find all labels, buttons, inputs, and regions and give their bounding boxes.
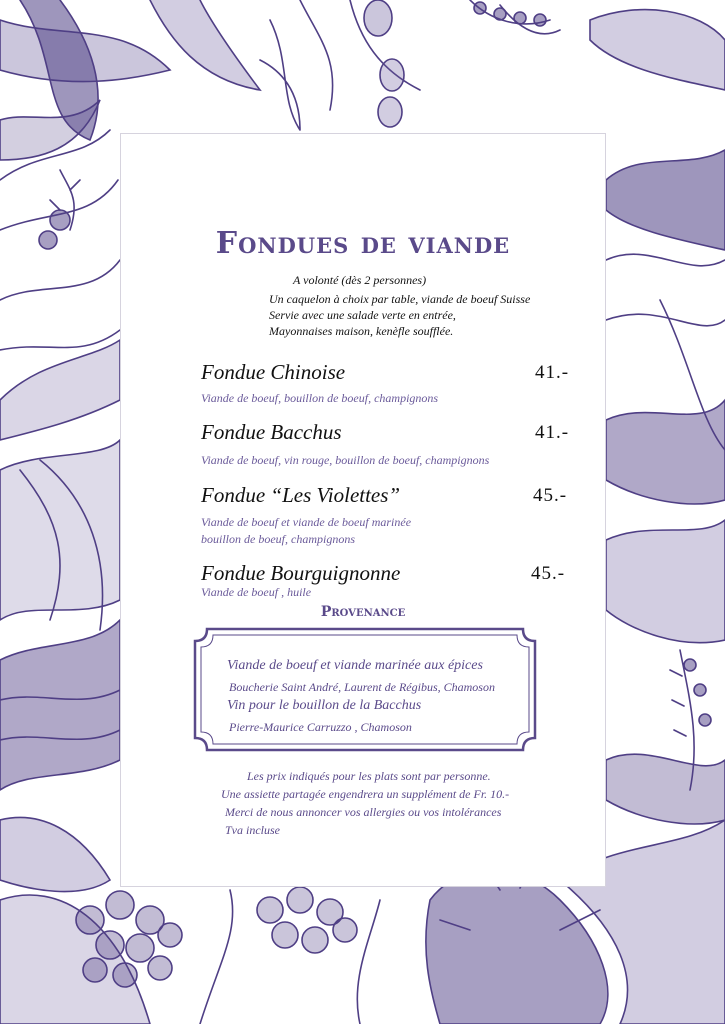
intro-line-2: Un caquelon à choix par table, viande de boeuf Suisse <box>269 292 531 306</box>
provenance-line-3: Vin pour le bouillon de la Bacchus <box>227 698 422 713</box>
dish-price: 41.- <box>535 362 570 383</box>
dish-description: bouillon de boeuf, champignons <box>201 532 355 546</box>
menu-card <box>120 133 606 887</box>
dish-name: Fondue Bourguignonne <box>201 561 401 585</box>
provenance-line-1: Viande de boeuf et viande marinée aux épices <box>227 658 483 673</box>
dish-description: Viande de boeuf , huile <box>201 585 312 599</box>
provenance-line-2: Boucherie Saint André, Laurent de Régibus, Chamoson <box>229 680 495 694</box>
dish-name: Fondue Bacchus <box>201 420 342 444</box>
intro-line-3: Servie avec une salade verte en entrée, <box>269 308 456 322</box>
dish-description: Viande de boeuf et viande de boeuf marinée <box>201 515 412 529</box>
dish-price: 45.- <box>533 485 568 506</box>
dish-description: Viande de boeuf, vin rouge, bouillon de boeuf, champignons <box>201 453 490 467</box>
provenance-line-4: Pierre-Maurice Carruzzo , Chamoson <box>229 720 412 734</box>
menu-title: Fondues de viande <box>215 226 511 261</box>
dish-name: Fondue Chinoise <box>201 360 346 384</box>
dish-price: 41.- <box>535 422 570 443</box>
dish-price: 45.- <box>531 563 566 584</box>
footer-line-3: Merci de nous annoncer vos allergies ou vos intolérances <box>225 805 502 819</box>
dish-description: Viande de boeuf, bouillon de boeuf, champignons <box>201 391 439 405</box>
footer-line-4: Tva incluse <box>225 823 280 837</box>
dish-name: Fondue “Les Violettes” <box>201 483 401 507</box>
intro-line-1: A volonté (dès 2 personnes) <box>293 273 427 287</box>
footer-line-2: Une assiette partagée engendrera un supplément de Fr. 10.- <box>221 787 510 801</box>
provenance-title: Provenance <box>320 604 406 620</box>
intro-line-4: Mayonnaises maison, kenèfle soufflée. <box>269 324 454 338</box>
footer-line-1: Les prix indiqués pour les plats sont par personne. <box>247 769 491 783</box>
